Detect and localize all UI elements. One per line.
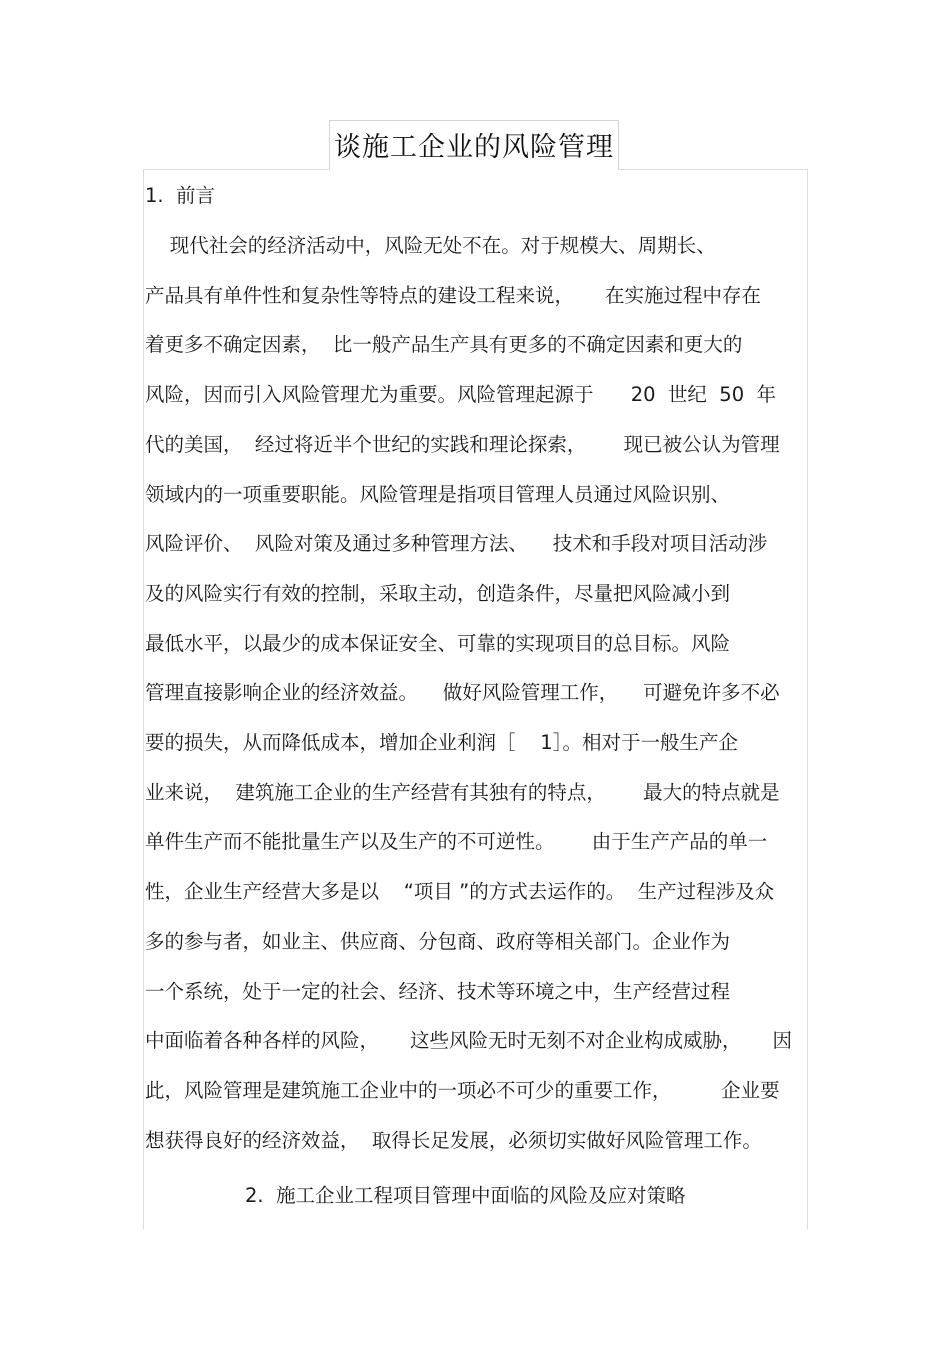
paragraph-line: 管理直接影响企业的经济效益。 做好风险管理工作， 可避免许多不必 [145, 681, 780, 705]
paragraph-line: 业来说， 建筑施工企业的生产经营有其独有的特点， 最大的特点就是 [145, 780, 780, 804]
paragraph-line: 要的损失，从而降低成本，增加企业利润［ 1］。相对于一般生产企 [145, 731, 738, 754]
document-title: 谈施工企业的风险管理 [334, 132, 614, 163]
paragraph-line: 现代社会的经济活动中，风险无处不在。对于规模大、周期长、 [145, 234, 716, 257]
section-heading-2: 2. 施工企业工程项目管理中面临的风险及应对策略 [245, 1184, 686, 1207]
paragraph-line: 代的美国， 经过将近半个世纪的实践和理论探索， 现已被公认为管理 [145, 432, 780, 456]
paragraph-line: 产品具有单件性和复杂性等特点的建设工程来说， 在实施过程中存在 [145, 283, 761, 307]
paragraph-line: 着更多不确定因素， 比一般产品生产具有更多的不确定因素和更大的 [145, 333, 743, 357]
paragraph-line: 中面临着各种各样的风险， 这些风险无时无刻不对企业构成威胁， 因 [145, 1029, 792, 1053]
title-box [329, 120, 619, 170]
paragraph-line: 一个系统，处于一定的社会、经济、技术等环境之中，生产经营过程 [145, 979, 731, 1003]
paragraph-line: 及的风险实行有效的控制，采取主动，创造条件，尽量把风险减小到 [145, 581, 731, 605]
paragraph-line: 想获得良好的经济效益， 取得长足发展，必须切实做好风险管理工作。 [145, 1128, 762, 1152]
paragraph-line: 多的参与者，如业主、供应商、分包商、政府等相关部门。企业作为 [145, 929, 731, 953]
paragraph-line: 领域内的一项重要职能。风险管理是指项目管理人员通过风险识别、 [145, 482, 731, 506]
section-heading-1: 1. 前言 [145, 184, 216, 207]
paragraph-line: 性，企业生产经营大多是以 “项目 ”的方式去运作的。 生产过程涉及众 [145, 880, 775, 904]
paragraph-line: 最低水平，以最少的成本保证安全、可靠的实现项目的总目标。风险 [145, 631, 731, 655]
paragraph-line: 风险评价、 风险对策及通过多种管理方法、 技术和手段对项目活动涉 [145, 532, 768, 556]
paragraph-line: 此，风险管理是建筑施工企业中的一项必不可少的重要工作， 企业要 [145, 1078, 780, 1102]
paragraph-line: 单件生产而不能批量生产以及生产的不可逆性。 由于生产产品的单一 [145, 830, 768, 854]
paragraph-line: 风险，因而引入风险管理尤为重要。风险管理起源于 20 世纪 50 年 [145, 383, 777, 407]
